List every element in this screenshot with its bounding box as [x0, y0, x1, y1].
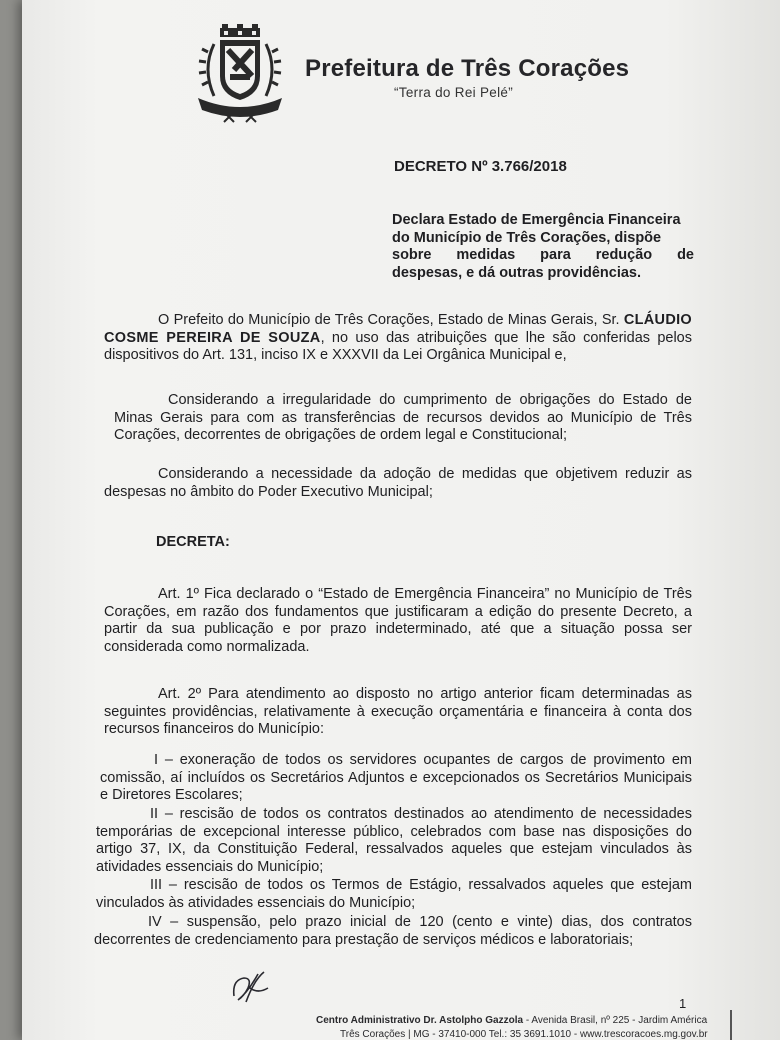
mayor-name: CLÁUDIO COSME PEREIRA DE SOUZA — [104, 312, 693, 346]
summary-line: sobre medidas para redução de — [392, 247, 694, 263]
article-2: Art. 2º Para atendimento ao disposto no artigo anterior ficam determinadas as seguintes providências, relativamente à execução orçamentária e financeira à conta dos recursos financeiros do Município: — [104, 686, 692, 737]
decree-number: DECRETO Nº 3.766/2018 — [394, 158, 567, 175]
article-1: Art. 1º Fica declarado o “Estado de Emergência Financeira” no Município de Três Corações, em razão dos fundamentos que justificaram a edição do presente Decreto, a partir da sua publicação e por prazo indeterminado, até que a situação possa ser considerada como normalizada. — [104, 586, 692, 655]
preamble-paragraph — [104, 312, 692, 365]
considering-paragraph-1: Considerando a irregularidade do cumprimento de obrigações do Estado de Minas Gerais para com as transferências de recursos devidos ao Município de Três Corações, decorrentes de obrigações de ordem legal e Constitucional; — [114, 392, 692, 443]
footer-address — [316, 1015, 707, 1026]
footer-divider — [730, 1010, 732, 1040]
preamble-intro-end: , no uso das atribuições que lhe são conferidas pelos dispositivos do Art. 131, inciso IX e XXXVII da Lei Orgânica Municipal e, — [104, 329, 692, 363]
footer-address-rest: - Avenida Brasil, nº 225 - Jardim América — [523, 1015, 708, 1026]
preamble-intro: O Prefeito do Município de Três Corações, Estado de Minas Gerais, Sr. — [158, 312, 620, 328]
article-2-item-3: III – rescisão de todos os Termos de Estágio, ressalvados aqueles que estejam vinculados às atividades essenciais do Município; — [96, 877, 692, 911]
summary-line: Declara Estado de Emergência Financeira — [392, 212, 681, 228]
summary-line: despesas, e dá outras providências. — [392, 264, 642, 281]
handwritten-initials-signature — [228, 966, 274, 1006]
article-2-item-4: IV – suspensão, pelo prazo inicial de 120 (cento e vinte) dias, dos contratos decorrentes de credenciamento para prestação de serviços médicos e laboratoriais; — [94, 914, 692, 948]
org-tagline: “Terra do Rei Pelé” — [394, 85, 513, 100]
footer-address-bold: Centro Administrativo Dr. Astolpho Gazzola — [316, 1015, 524, 1026]
municipal-coat-of-arms — [194, 24, 286, 124]
decreta-heading: DECRETA: — [156, 534, 230, 550]
decree-summary — [392, 212, 694, 282]
org-name: Prefeitura de Três Corações — [305, 55, 630, 82]
footer-contact: Três Corações | MG - 37410-000 Tel.: 35 3691.1010 - www.trescoracoes.mg.gov.br — [340, 1029, 708, 1040]
considering-paragraph-2: Considerando a necessidade da adoção de medidas que objetivem reduzir as despesas no âmbito do Poder Executivo Municipal; — [104, 466, 692, 500]
document-page — [22, 0, 780, 1040]
page-number: 1 — [679, 996, 687, 1011]
summary-line: do Município de Três Corações, dispõe — [392, 229, 662, 246]
article-2-item-2: II – rescisão de todos os contratos destinados ao atendimento de necessidades temporárias de excepcional interesse público, celebrados com base nas disposições do artigo 37, IX, da Constituição Federal, ressalvados aqueles que estejam vinculados às atividades essenciais do Município; — [96, 806, 692, 875]
article-2-item-1: I – exoneração de todos os servidores ocupantes de cargos de provimento em comissão, aí incluídos os Secretários Adjuntos e excepcionados os Secretários Municipais e Diretores Escolares; — [100, 752, 692, 803]
